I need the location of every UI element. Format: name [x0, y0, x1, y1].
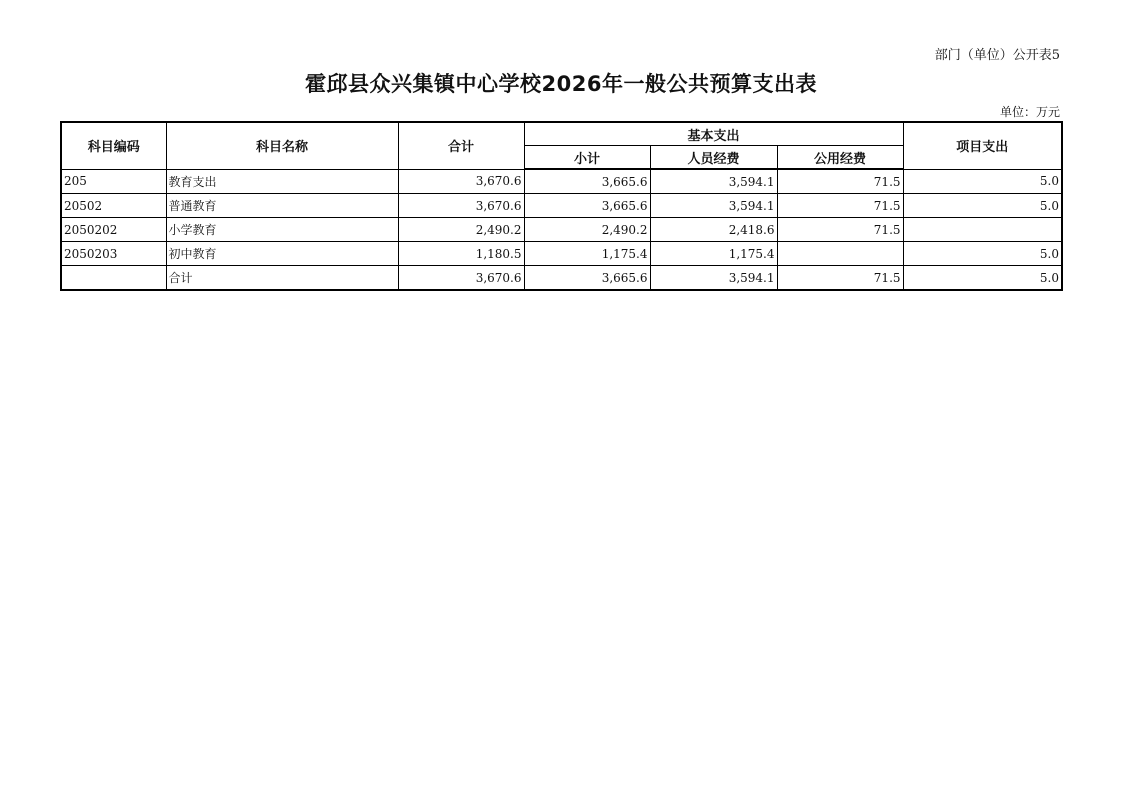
- cell-personnel: 2,418.6: [650, 218, 777, 242]
- cell-public: [777, 242, 903, 266]
- unit-label: 单位：万元: [999, 105, 1060, 119]
- cell-subtotal: 3,665.6: [524, 266, 650, 291]
- cell-name: 初中教育: [166, 242, 398, 266]
- cell-personnel: 3,594.1: [650, 194, 777, 218]
- cell-personnel: 3,594.1: [650, 169, 777, 194]
- col-header-name: 科目名称: [166, 122, 398, 169]
- col-header-project: 项目支出: [903, 122, 1062, 169]
- table-total-row: [61, 266, 1062, 291]
- form-number: 部门（单位）公开表5: [934, 48, 1060, 63]
- cell-code: 2050202: [61, 218, 166, 242]
- cell-total: 1,180.5: [398, 242, 524, 266]
- cell-project: [903, 218, 1062, 242]
- table-row: [61, 218, 1062, 242]
- cell-code: 2050203: [61, 242, 166, 266]
- cell-code: [61, 266, 166, 291]
- page-title: 霍邱县众兴集镇中心学校2026年一般公共预算支出表: [305, 72, 817, 96]
- cell-name: 普通教育: [166, 194, 398, 218]
- cell-subtotal: 2,490.2: [524, 218, 650, 242]
- cell-code: 20502: [61, 194, 166, 218]
- col-header-total: 合计: [398, 122, 524, 169]
- col-header-basic: 基本支出: [524, 122, 903, 146]
- col-header-code: 科目编码: [61, 122, 166, 169]
- col-header-personnel: 人员经费: [650, 146, 777, 170]
- budget-table: [60, 121, 1063, 291]
- cell-public: 71.5: [777, 218, 903, 242]
- cell-code: 205: [61, 169, 166, 194]
- cell-project: 5.0: [903, 194, 1062, 218]
- table-row: [61, 194, 1062, 218]
- cell-total: 3,670.6: [398, 169, 524, 194]
- cell-project: 5.0: [903, 242, 1062, 266]
- cell-personnel: 3,594.1: [650, 266, 777, 291]
- col-header-subtotal: 小计: [524, 146, 650, 170]
- cell-public: 71.5: [777, 169, 903, 194]
- cell-name: 小学教育: [166, 218, 398, 242]
- cell-project: 5.0: [903, 169, 1062, 194]
- cell-subtotal: 3,665.6: [524, 194, 650, 218]
- cell-subtotal: 3,665.6: [524, 169, 650, 194]
- cell-total: 3,670.6: [398, 194, 524, 218]
- cell-subtotal: 1,175.4: [524, 242, 650, 266]
- cell-project: 5.0: [903, 266, 1062, 291]
- cell-public: 71.5: [777, 266, 903, 291]
- cell-personnel: 1,175.4: [650, 242, 777, 266]
- cell-total: 2,490.2: [398, 218, 524, 242]
- cell-name: 教育支出: [166, 169, 398, 194]
- col-header-public: 公用经费: [777, 146, 903, 170]
- table-row: [61, 242, 1062, 266]
- table-row: [61, 169, 1062, 194]
- cell-public: 71.5: [777, 194, 903, 218]
- cell-name: 合计: [166, 266, 398, 291]
- cell-total: 3,670.6: [398, 266, 524, 291]
